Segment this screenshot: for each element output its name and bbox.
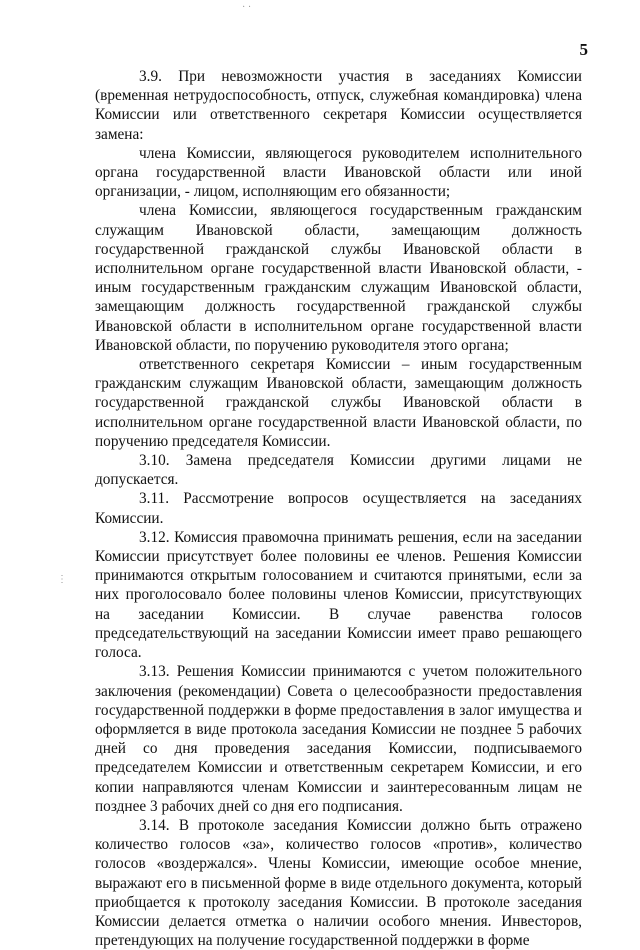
paragraph-3-14: 3.14. В протоколе заседания Комиссии должно быть отражено количество голосов «за», количество голосов «против», количество голосов «воздержался». Члены Комиссии, имеющие особое мнение, выражают его в письменной форме в виде отдельного документа, который приобщается к протоколу заседания Комиссии. В протоколе заседания Комиссии делается отметка о наличии особого мнения. Инвесторов, претендующих на получение государственной поддержки в форме bbox=[95, 816, 582, 950]
paragraph-replacement-secretary: ответственного секретаря Комиссии – иным государственным гражданским служащим Ивановской области, замещающим должность государственной гражданской службы Ивановской области в исполнительном органе государственной власти Ивановской области, по поручению председателя Комиссии. bbox=[95, 356, 582, 450]
paragraph-3-11: 3.11. Рассмотрение вопросов осуществляется на заседаниях Комиссии. bbox=[95, 490, 582, 527]
paragraph-3-10: 3.10. Замена председателя Комиссии другими лицами не допускается. bbox=[95, 452, 582, 489]
document-body bbox=[95, 67, 582, 950]
paragraph-replacement-civil-servant: члена Комиссии, являющегося государственным гражданским служащим Ивановской области, замещающим должность государственной гражданской службы Ивановской области в исполнительном органе государственной власти Ивановской области, - иным государственным гражданским служащим Ивановской области, замещающим должность государственной гражданской службы Ивановской области в исполнительном органе государственной власти Ивановской области, по поручению руководителя этого органа; bbox=[95, 202, 582, 354]
scan-artifact: · · bbox=[242, 2, 252, 13]
paragraph-3-13: 3.13. Решения Комиссии принимаются с учетом положительного заключения (рекомендации) Совета о целесообразности предоставления государственной поддержки в форме предоставления в залог имущества и оформляется в виде протокола заседания Комиссии не позднее 5 рабочих дней со дня проведения заседания Комиссии, подписываемого председателем Комиссии и ответственным секретарем Комиссии, и его копии направляются членам Комиссии и заинтересованным лицам не позднее 3 рабочих дней со дня его подписания. bbox=[95, 663, 582, 815]
paragraph-3-12: 3.12. Комиссия правомочна принимать решения, если на заседании Комиссии присутствует более половины ее членов. Решения Комиссии принимаются открытым голосованием и считаются принятыми, если за них проголосовало более половины членов Комиссии, присутствующих на заседании Комиссии. В случае равенства голосов председательствующий на заседании Комиссии имеет право решающего голоса. bbox=[95, 528, 582, 662]
paragraph-replacement-head: члена Комиссии, являющегося руководителем исполнительного органа государственной власти Ивановской области или иной организации, - лицом, исполняющим его обязанности; bbox=[95, 144, 582, 201]
paragraph-3-9: 3.9. При невозможности участия в заседаниях Комиссии (временная нетрудоспособность, отпуск, служебная командировка) члена Комиссии или ответственного секретаря Комиссии осуществляется замена: bbox=[95, 68, 582, 143]
scan-artifact: ⋮ bbox=[57, 574, 67, 585]
page-number: 5 bbox=[579, 40, 588, 59]
